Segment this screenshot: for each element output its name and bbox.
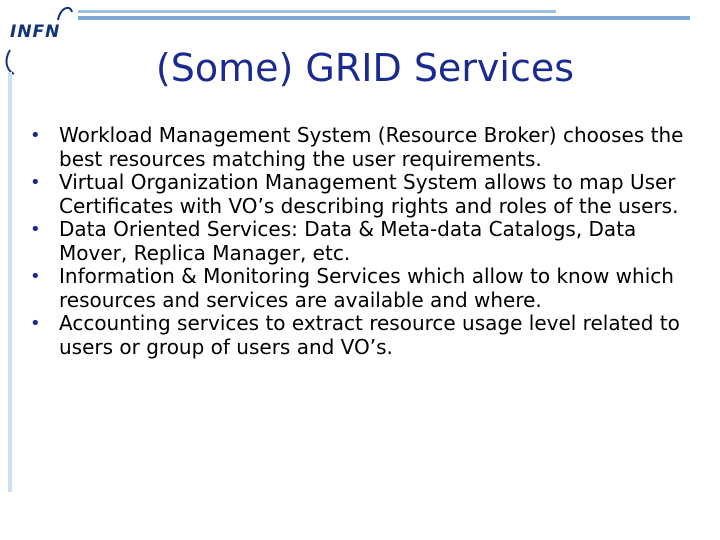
bullet-icon: • <box>30 219 41 240</box>
bullet-list <box>28 124 698 359</box>
slide-title: (Some) GRID Services <box>155 46 575 90</box>
decorative-line <box>78 16 690 20</box>
bullet-item <box>28 265 698 312</box>
bullet-item <box>28 218 698 265</box>
decorative-vertical-line <box>8 72 12 492</box>
bullet-item <box>28 124 698 171</box>
bullet-text: Virtual Organization Management System allows to map User Certificates with VO’s describing rights and roles of the users. <box>59 170 679 218</box>
logo-text: INFN <box>10 22 61 42</box>
decorative-line <box>78 10 556 13</box>
bullet-icon: • <box>30 125 41 146</box>
bullet-icon: • <box>30 172 41 193</box>
bullet-icon: • <box>30 266 41 287</box>
bullet-text: Information & Monitoring Services which allow to know which resources and services are available and where. <box>59 264 674 312</box>
bullet-item <box>28 171 698 218</box>
bullet-text: Workload Management System (Resource Broker) chooses the best resources matching the user requirements. <box>59 123 684 171</box>
bullet-text: Data Oriented Services: Data & Meta-data Catalogs, Data Mover, Replica Manager, etc. <box>59 217 637 265</box>
bullet-text: Accounting services to extract resource usage level related to users or group of users and VO’s. <box>59 311 680 359</box>
bullet-item <box>28 312 698 359</box>
bullet-icon: • <box>30 313 41 334</box>
